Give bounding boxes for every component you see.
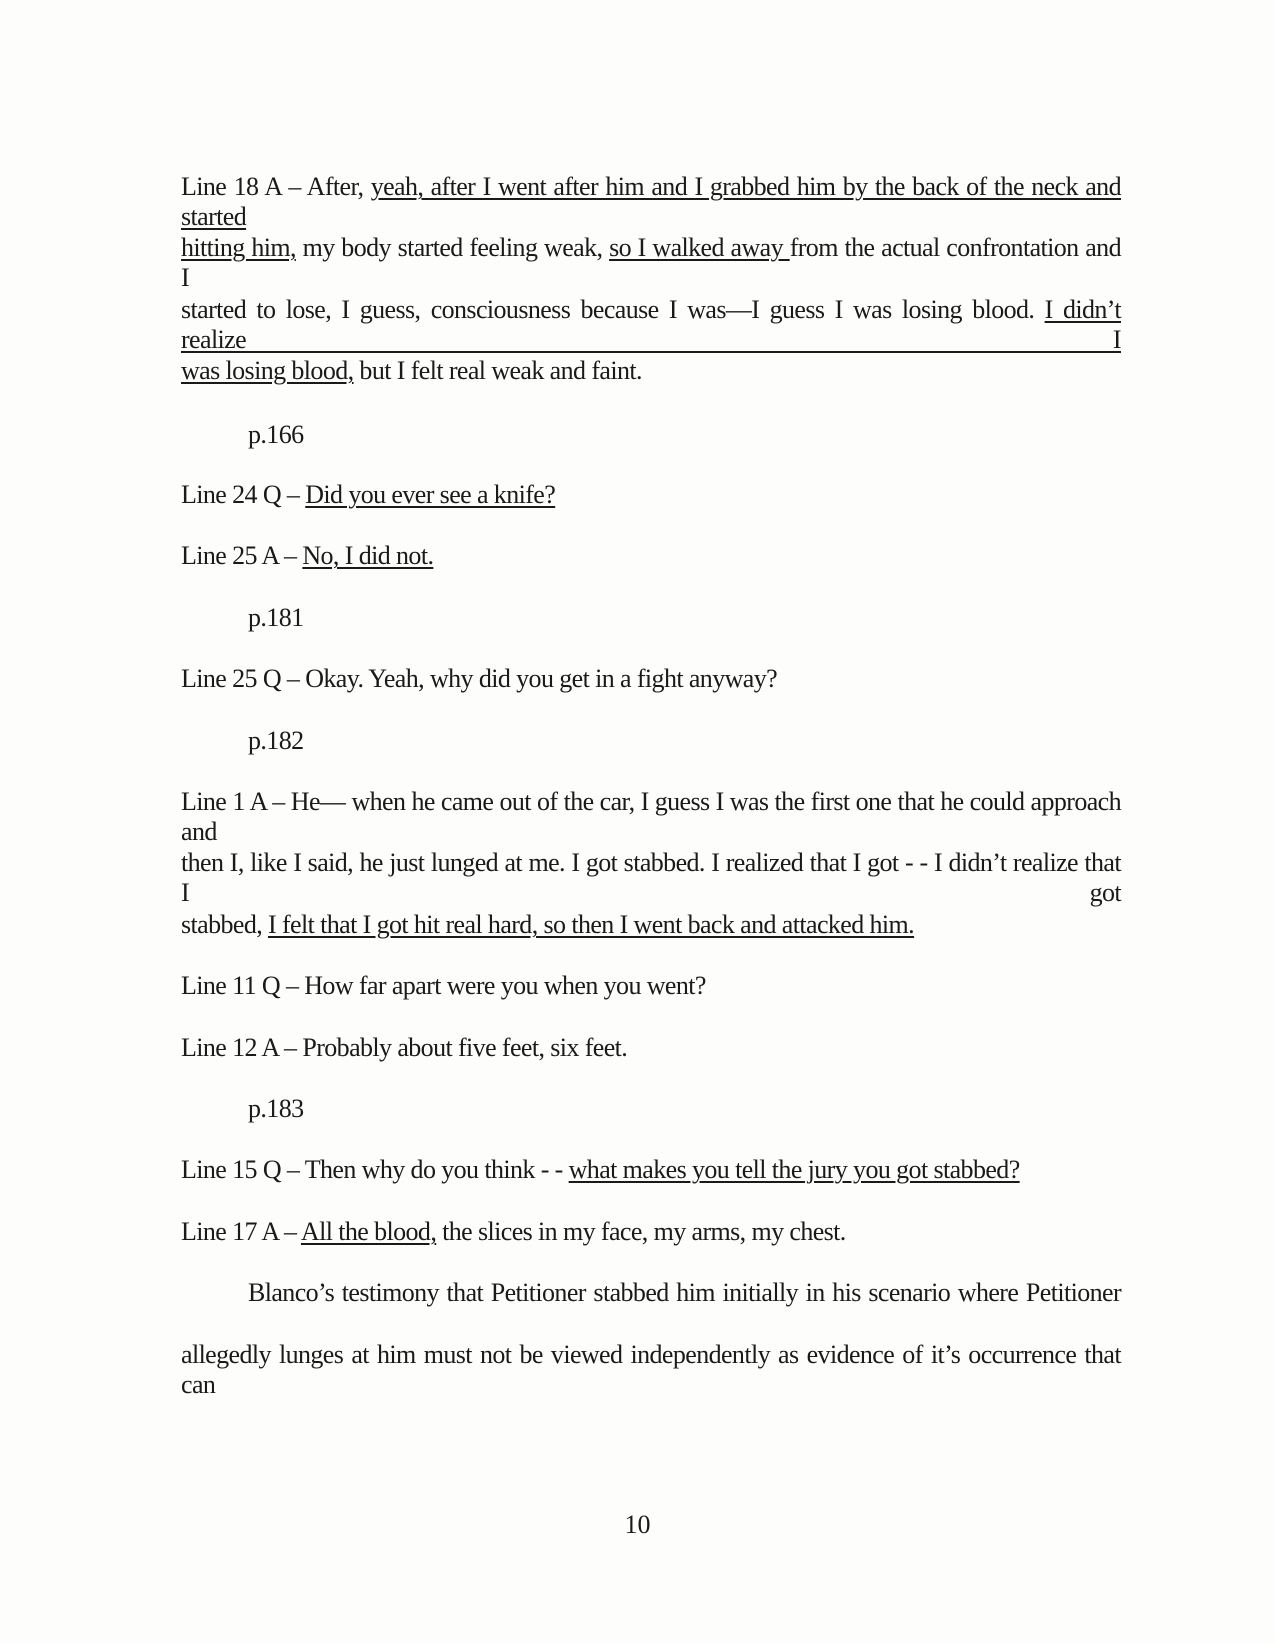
page-reference-182: p.182 — [248, 726, 304, 755]
testimony-line-25a — [181, 541, 1121, 571]
testimony-line-17a — [181, 1217, 1121, 1247]
testimony-line-15q — [181, 1155, 1121, 1185]
text-run: Line 15 Q – Then why do you think - - — [181, 1155, 569, 1184]
page-reference-181: p.181 — [248, 603, 304, 632]
text-run: Line 17 A – — [181, 1217, 301, 1246]
argument-paragraph-line-2: allegedly lunges at him must not be viewed independently as evidence of it’s occurrence that can — [181, 1340, 1121, 1399]
text-run: started to lose, I guess, consciousness because I was—I guess I was losing blood. — [181, 295, 1045, 324]
underlined-text: hitting him, — [181, 233, 296, 262]
testimony-line-24q — [181, 480, 1121, 510]
page-reference-166: p.166 — [248, 420, 304, 449]
text-run: my body started feeling weak, — [295, 233, 610, 262]
text-run: from the actual confrontation and I — [181, 233, 1121, 292]
testimony-line-11q: Line 11 Q – How far apart were you when you went? — [181, 971, 706, 1000]
text-run: Line 24 Q – — [181, 480, 306, 509]
argument-paragraph-line-1: Blanco’s testimony that Petitioner stabbed him initially in his scenario where Petitioner — [248, 1278, 1121, 1307]
text-run: Line 25 A – — [181, 541, 303, 570]
underlined-text: I didn’t realize I — [181, 295, 1121, 354]
testimony-line-18a-cont-2 — [181, 295, 1121, 355]
underlined-text: Did you ever see a knife? — [305, 480, 556, 509]
text-run: but I felt real weak and faint. — [353, 356, 642, 385]
underlined-text: was losing blood, — [181, 356, 354, 385]
underlined-text: I felt that I got hit real hard, so then I went back and attacked him. — [268, 910, 915, 939]
testimony-line-25q: Line 25 Q – Okay. Yeah, why did you get in a fight anyway? — [181, 664, 778, 693]
underlined-text: yeah, after I went after him and I grabbed him by the back of the neck and started — [181, 172, 1121, 231]
text-run: Line 18 A – After, — [181, 172, 371, 201]
testimony-line-18a — [181, 172, 1121, 232]
text-run: stabbed, — [181, 910, 269, 939]
testimony-line-1a-cont-2 — [181, 910, 1121, 940]
underlined-text: All the blood, — [300, 1217, 437, 1246]
underlined-text: so I walked away — [609, 233, 790, 262]
text-run: the slices in my face, my arms, my chest. — [436, 1217, 846, 1246]
testimony-line-18a-cont-1 — [181, 233, 1121, 293]
underlined-text: what makes you tell the jury you got stabbed? — [568, 1155, 1020, 1184]
underlined-text: No, I did not. — [302, 541, 434, 570]
testimony-line-1a-cont-1: then I, like I said, he just lunged at me. I got stabbed. I realized that I got - - I didn’t realize that I got — [181, 848, 1121, 907]
page-number: 10 — [624, 1510, 651, 1539]
testimony-line-18a-cont-3 — [181, 356, 1121, 386]
testimony-line-12a: Line 12 A – Probably about five feet, six feet. — [181, 1033, 628, 1062]
page-reference-183: p.183 — [248, 1094, 304, 1123]
testimony-line-1a: Line 1 A – He— when he came out of the car, I guess I was the first one that he could approach and — [181, 787, 1121, 846]
